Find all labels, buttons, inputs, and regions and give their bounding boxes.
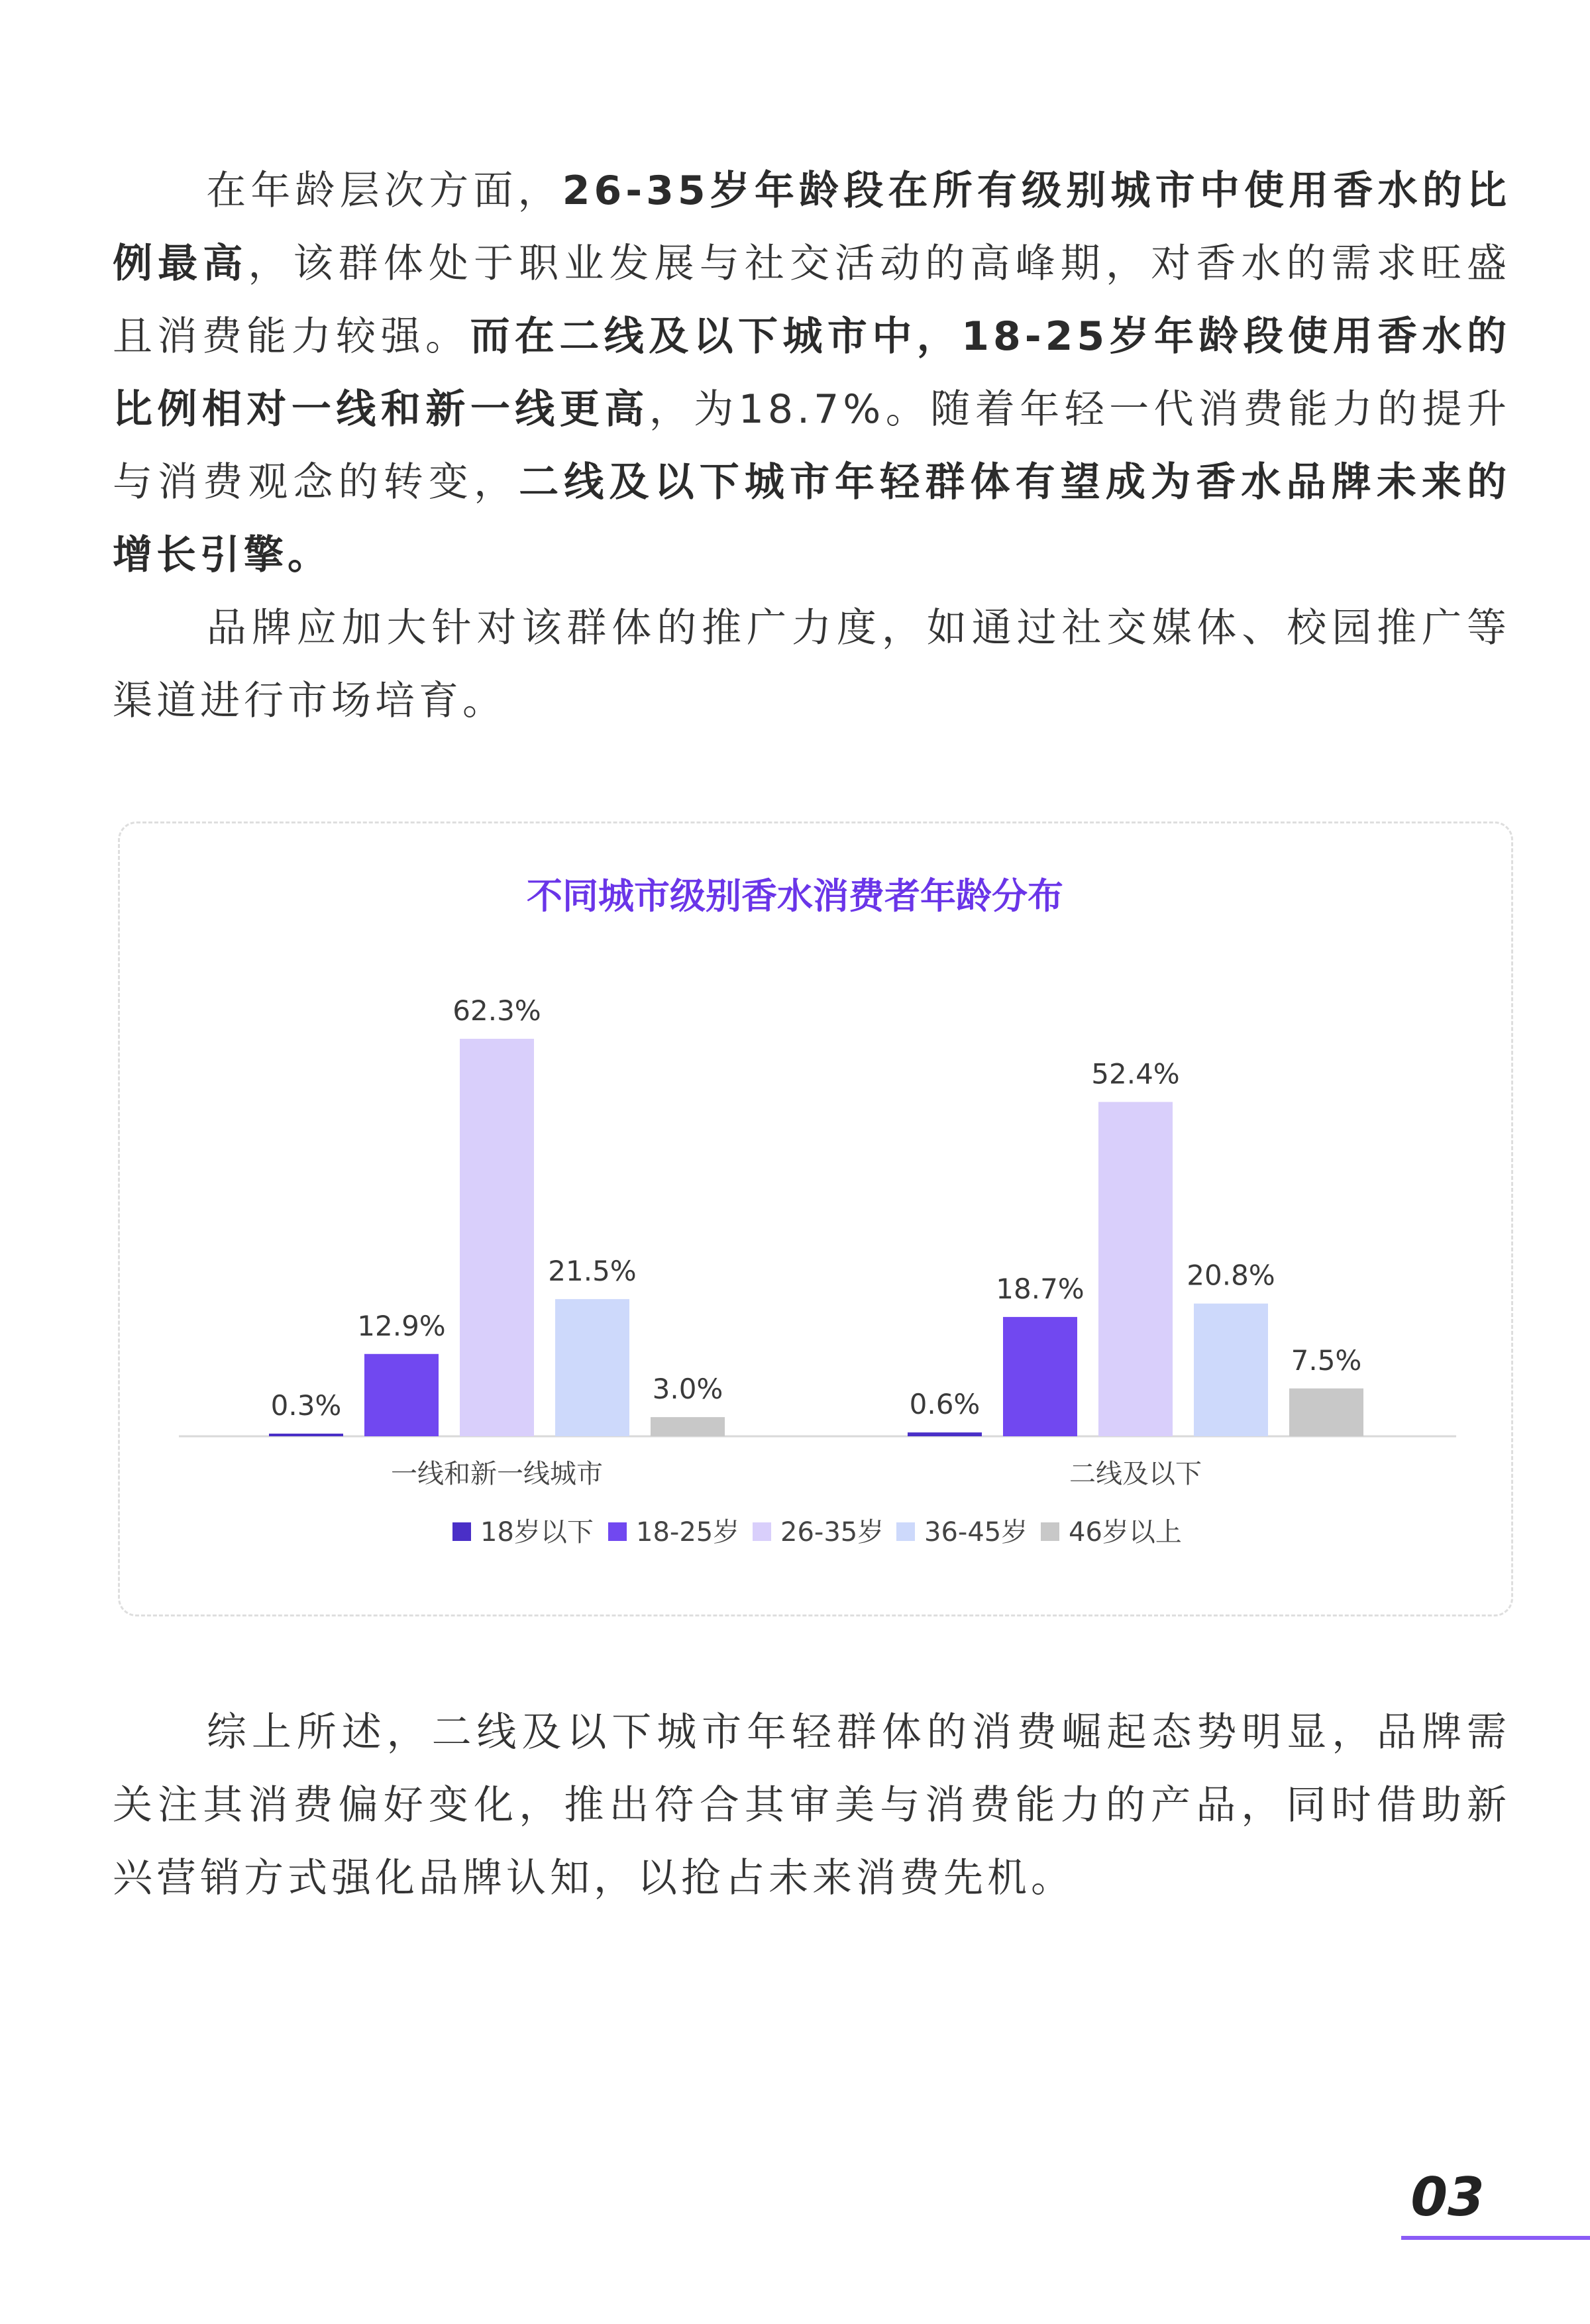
data-label: 18.7% bbox=[996, 1272, 1085, 1305]
legend-swatch-36-45岁 bbox=[896, 1522, 915, 1541]
bar-46岁以上-一线和新一线城市 bbox=[651, 1417, 725, 1436]
body-text: 品牌应加大针对该群体的推广力度，如通过社交媒体、校园推广等渠道进行市场培育。 bbox=[113, 605, 1510, 724]
legend-label: 36-45岁 bbox=[924, 1517, 1028, 1548]
page-number-underline bbox=[1401, 2236, 1590, 2240]
legend-swatch-18岁以下 bbox=[452, 1522, 471, 1541]
data-label: 62.3% bbox=[452, 994, 541, 1027]
page-number: 03 bbox=[1410, 2166, 1485, 2228]
bar-18岁以下-二线及以下 bbox=[908, 1432, 982, 1436]
data-label: 3.0% bbox=[652, 1373, 723, 1406]
bar-46岁以上-二线及以下 bbox=[1289, 1389, 1363, 1436]
legend-swatch-26-35岁 bbox=[753, 1522, 771, 1541]
legend-label: 26-35岁 bbox=[780, 1517, 884, 1548]
body-text: 在年龄层次方面， bbox=[205, 168, 562, 214]
data-label: 0.6% bbox=[909, 1388, 980, 1421]
body-text: ，该群体处于职业发展与社交活动的高峰期，对香水的需求旺盛且消费能力较强。 bbox=[113, 240, 1511, 360]
bar-26-35岁-一线和新一线城市 bbox=[460, 1039, 534, 1436]
bar-36-45岁-一线和新一线城市 bbox=[555, 1299, 629, 1436]
bar-18岁以下-一线和新一线城市 bbox=[269, 1434, 343, 1436]
data-label: 52.4% bbox=[1091, 1057, 1180, 1090]
data-label: 12.9% bbox=[357, 1309, 446, 1342]
legend-swatch-18-25岁 bbox=[608, 1522, 627, 1541]
chart-title: 不同城市级别香水消费者年龄分布 bbox=[527, 875, 1063, 917]
legend-swatch-46岁以上 bbox=[1041, 1522, 1059, 1541]
category-label: 一线和新一线城市 bbox=[391, 1459, 603, 1489]
emphasis-text: 而在二线及以下城市中，18-25岁年龄段使用香水的比例相对一线和新一线更高 bbox=[113, 313, 1511, 433]
paragraph-summary bbox=[113, 1696, 1510, 1915]
data-label: 7.5% bbox=[1291, 1344, 1362, 1377]
bar-18-25岁-一线和新一线城市 bbox=[364, 1354, 439, 1436]
data-label: 0.3% bbox=[270, 1389, 342, 1422]
bar-26-35岁-二线及以下 bbox=[1098, 1102, 1173, 1436]
legend-label: 18-25岁 bbox=[636, 1517, 740, 1548]
emphasis-text: 26-35岁年龄段在所有级别城市中使用香水的比例最高 bbox=[113, 168, 1510, 287]
legend-label: 46岁以上 bbox=[1069, 1517, 1182, 1548]
bar-36-45岁-二线及以下 bbox=[1194, 1304, 1268, 1436]
category-label: 二线及以下 bbox=[1069, 1459, 1202, 1489]
legend-label: 18岁以下 bbox=[480, 1517, 594, 1548]
body-text: ，为18.7%。随着年轻一代消费能力的提升与消费观念的转变， bbox=[113, 386, 1511, 505]
data-label: 20.8% bbox=[1187, 1259, 1275, 1292]
body-text: 综上所述，二线及以下城市年轻群体的消费崛起态势明显，品牌需关注其消费偏好变化，推出符合其审美与消费能力的产品，同时借助新兴营销方式强化品牌认知，以抢占未来消费先机。 bbox=[113, 1709, 1510, 1901]
emphasis-text: 二线及以下城市年轻群体有望成为香水品牌未来的增长引擎。 bbox=[113, 459, 1511, 578]
bar-18-25岁-二线及以下 bbox=[1003, 1317, 1077, 1436]
data-label: 21.5% bbox=[548, 1254, 637, 1287]
